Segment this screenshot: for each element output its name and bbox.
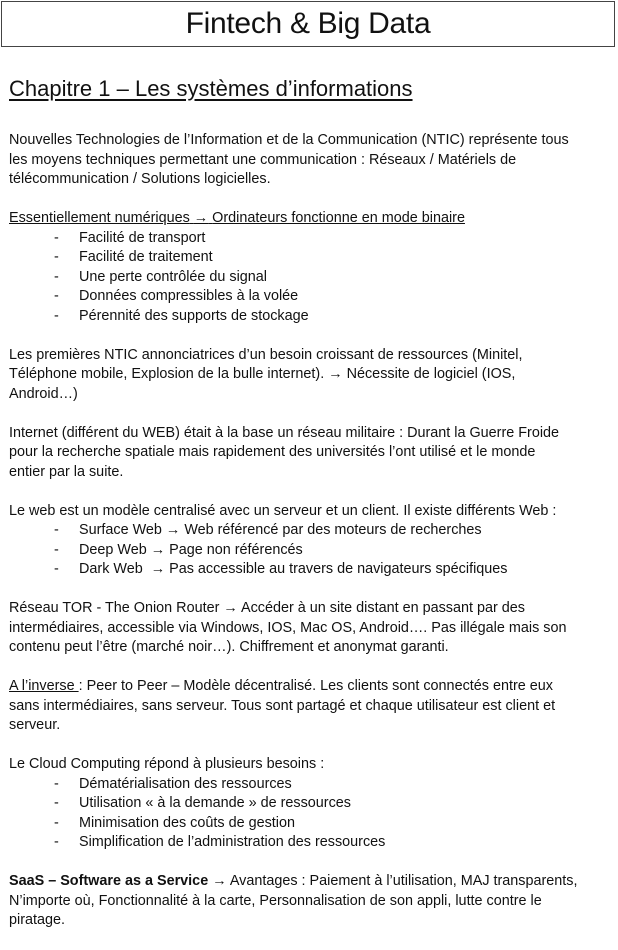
web-type: Surface Web [79, 522, 162, 538]
dash-bullet: - [54, 249, 59, 265]
text-line [9, 872, 613, 892]
arrow-icon: → [165, 522, 181, 538]
dash-bullet: - [54, 775, 59, 792]
text-line: piratage. [9, 912, 66, 928]
document-body [9, 131, 613, 950]
dash-bullet: - [54, 268, 59, 285]
text-line [9, 599, 613, 619]
text-fragment: Téléphone mobile, Explosion de la bulle internet). [9, 366, 325, 382]
arrow-icon: → [328, 366, 343, 382]
web-desc: Web référencé par des moteurs de recherches [184, 522, 482, 538]
title-box [1, 1, 615, 47]
arrow-icon: → [223, 600, 238, 616]
cloud-intro: Le Cloud Computing répond à plusieurs besoins : [9, 756, 325, 772]
list-item-text: Simplification de l’administration des ressources [79, 834, 386, 850]
text-line [9, 365, 613, 385]
document-title: Fintech & Big Data [185, 7, 431, 40]
web-desc: Page non référencés [169, 541, 303, 558]
list-item [9, 775, 613, 795]
text-fragment: Réseau TOR - The Onion Router [9, 600, 220, 616]
text-line: Android…) [9, 385, 78, 402]
list-item-text: Minimisation des coûts de gestion [79, 814, 295, 831]
list-item [9, 521, 613, 541]
tor-paragraph [9, 599, 613, 658]
text-line: Nouvelles Technologies de l’Information et de la Communication (NTIC) représente tous [9, 132, 569, 148]
list-item [9, 268, 613, 288]
list-item [9, 307, 613, 327]
text-line [9, 677, 613, 697]
premieres-ntic-paragraph [9, 346, 613, 405]
dash-bullet: - [54, 795, 59, 811]
list-item-text [79, 542, 303, 558]
chapter-heading: Chapitre 1 – Les systèmes d’informations [9, 76, 413, 101]
dash-bullet: - [54, 561, 59, 577]
dash-bullet: - [54, 541, 59, 558]
dash-bullet: - [54, 229, 59, 246]
internet-paragraph [9, 424, 613, 483]
text-line: sans intermédiaires, sans serveur. Tous sont partagé et chaque utilisateur est client et [9, 697, 556, 714]
list-item [9, 814, 613, 834]
text-line: Les premières NTIC annonciatrices d’un besoin croissant de ressources (Minitel, [9, 346, 523, 363]
dash-bullet: - [54, 522, 59, 538]
text-line: contenu peut l’être (marché noir…). Chiffrement et anonymat garanti. [9, 639, 449, 655]
web-type: Deep Web [79, 541, 147, 558]
text-line: entier par la suite. [9, 463, 124, 480]
cloud-section [9, 755, 613, 853]
list-item-text [79, 522, 482, 538]
web-desc: Pas accessible au travers de navigateurs spécifiques [169, 561, 508, 577]
text-line: pour la recherche spatiale mais rapidement des universités l’ont utilisé et le monde [9, 444, 536, 460]
numeriques-section [9, 209, 613, 326]
text-line: télécommunication / Solutions logicielles. [9, 171, 271, 187]
text-fragment: Nécessite de logiciel (IOS, [346, 366, 516, 382]
ntic-paragraph [9, 131, 613, 190]
list-item-text: Facilité de transport [79, 229, 206, 246]
arrow-icon: → [212, 873, 227, 889]
dash-bullet: - [54, 834, 59, 850]
numeriques-list [9, 229, 613, 327]
list-item-text: Facilité de traitement [79, 249, 213, 265]
web-intro: Le web est un modèle centralisé avec un serveur et un client. Il existe différents Web : [9, 502, 557, 519]
list-item-text: Dématérialisation des ressources [79, 775, 292, 792]
text-line: Internet (différent du WEB) était à la base un réseau militaire : Durant la Guerre Froide [9, 424, 560, 441]
text-line: intermédiaires, accessible via Windows, IOS, Mac OS, Android…. Pas illégale mais son [9, 619, 567, 636]
saas-paragraph [9, 872, 613, 931]
list-item-text: Données compressibles à la volée [79, 288, 299, 304]
text-line: serveur. [9, 717, 61, 733]
list-item [9, 541, 613, 561]
web-list [9, 521, 613, 580]
text-fragment: : Peer to Peer – Modèle décentralisé. Les clients sont connectés entre eux [78, 678, 553, 694]
arrow-icon: → [150, 541, 166, 558]
dash-bullet: - [54, 288, 59, 304]
arrow-icon: → [150, 561, 166, 577]
text-fragment: Accéder à un site distant en passant par des [240, 600, 525, 616]
cloud-list [9, 775, 613, 853]
text-line: les moyens techniques permettant une communication : Réseaux / Matériels de [9, 151, 517, 168]
list-item-text: Une perte contrôlée du signal [79, 268, 267, 285]
p2p-label: A l’inverse [9, 678, 79, 694]
dash-bullet: - [54, 307, 59, 324]
numeriques-left: Essentiellement numériques [9, 210, 190, 226]
text-fragment: Avantages : Paiement à l’utilisation, MAJ transparents, [229, 873, 578, 889]
list-item-text: Pérennité des supports de stockage [79, 307, 309, 324]
list-item [9, 833, 613, 853]
p2p-paragraph [9, 677, 613, 736]
list-item [9, 248, 613, 268]
numeriques-right: Ordinateurs fonctionne en mode binaire [212, 210, 465, 226]
dash-bullet: - [54, 814, 59, 831]
list-item [9, 560, 613, 580]
list-item-text: Utilisation « à la demande » de ressources [79, 795, 351, 811]
list-item-text [79, 561, 507, 577]
web-type: Dark Web [79, 561, 147, 577]
arrow-icon: → [193, 210, 209, 226]
numeriques-heading [9, 209, 613, 229]
text-line: N’importe où, Fonctionnalité à la carte, Personnalisation de son appli, lutte contre le [9, 892, 542, 909]
web-section [9, 502, 613, 580]
list-item [9, 229, 613, 249]
saas-label: SaaS – Software as a Service [9, 873, 209, 889]
list-item [9, 794, 613, 814]
list-item [9, 287, 613, 307]
